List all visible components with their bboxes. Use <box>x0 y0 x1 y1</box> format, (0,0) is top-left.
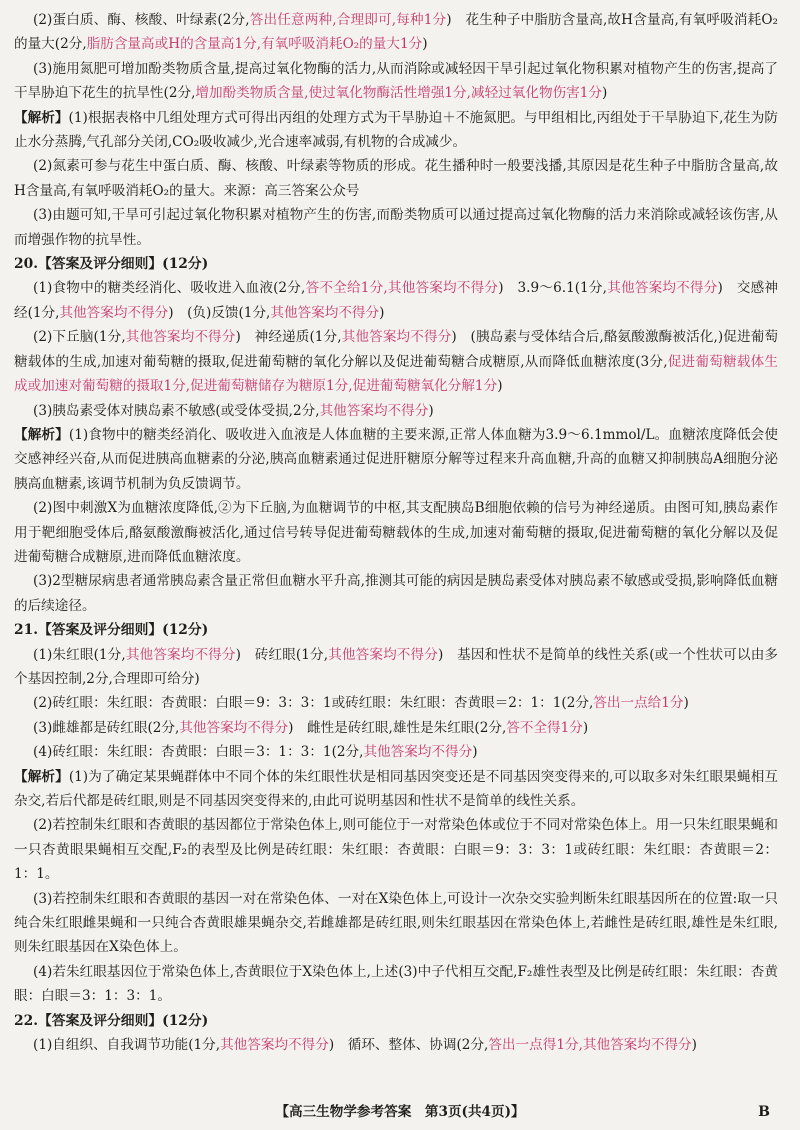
text: ) <box>472 744 478 761</box>
analysis-label: 【解析】 <box>14 768 69 785</box>
text: (1)朱红眼(1分, <box>33 646 126 663</box>
text: ) 雌性是砖红眼,雄性是朱红眼(2分, <box>288 719 507 736</box>
q21-title: 21.【答案及评分细则】(12分) <box>14 622 209 639</box>
grading-note: 答不全给1分,其他答案均不得分 <box>305 280 499 297</box>
text: ) <box>683 695 689 712</box>
grading-note: 其他答案均不得分 <box>363 744 473 761</box>
q21-answer-2 <box>14 691 778 715</box>
q21-analysis-2: (2)若控制朱红眼和杏黄眼的基因都位于常染色体上,则可能位于一对常染色体或位于不同对常染色体上。用一只朱红眼果蝇和一只杏黄眼果蝇相互交配,F₂的表型及比例是砖红眼：朱红眼：杏黄眼：白眼＝9：3：3：1或砖红眼：朱红眼：杏黄眼＝2：1：1。 <box>14 817 778 883</box>
q21-answer-4 <box>14 740 778 764</box>
q21-analysis-1 <box>14 765 778 814</box>
text: ) 神经递质(1分, <box>235 329 342 346</box>
text: (3)胰岛素受体对胰岛素不敏感(或受体受损,2分, <box>33 402 320 419</box>
text: (2)砖红眼：朱红眼：杏黄眼：白眼＝9：3：3：1或砖红眼：朱红眼：杏黄眼＝2：1：1(2分, <box>33 695 594 712</box>
text: ) <box>422 36 428 53</box>
text: (1)自组织、自我调节功能(1分, <box>33 1037 221 1054</box>
q19-analysis-3: (3)由题可知,干旱可引起过氧化物积累对植物产生的伤害,而酚类物质可以通过提高过氧化物酶的活力来消除或减轻该伤害,从而增强作物的抗旱性。 <box>14 207 778 248</box>
q20-analysis-2: (2)图中刺激X为血糖浓度降低,②为下丘脑,为血糖调节的中枢,其支配胰岛B细胞依赖的信号为神经递质。由图可知,胰岛素作用于靶细胞受体后,酪氨酸激酶被活化,通过信号转导促进葡萄糖载体的生成,加速对葡萄糖的摄取,促进葡萄糖的氧化分解以及促进葡萄糖合成糖原,进而降低血糖浓度。 <box>14 500 778 565</box>
text: ) <box>601 85 608 102</box>
grading-note: 其他答案均不得分 <box>125 329 236 346</box>
q21-analysis-3: (3)若控制朱红眼和杏黄眼的基因一对在常染色体、一对在X染色体上,可设计一次杂交实验判断朱红眼基因所在的位置:取一只纯合朱红眼雌果蝇和一只纯合杏黄眼雄果蝇杂交,若雌雄都是砖红眼,则朱红眼基因在常染色体上,若雌性是砖红眼,雄性是朱红眼,则朱红眼基因在X染色体上。 <box>14 890 778 956</box>
text: (3)雌雄都是砖红眼(2分, <box>33 719 180 736</box>
grading-note: 答出任意两种,合理即可,每种1分 <box>249 12 447 28</box>
text: ) <box>428 402 434 419</box>
q19-answer-3 <box>14 57 778 106</box>
text: ) 3.9～6.1(1分, <box>498 280 607 297</box>
text: (1)食物中的糖类经消化、吸收进入血液是人体血糖的主要来源,正常人体血糖为3.9～6.1mmol/L。血糖浓度降低会使交感神经兴奋,从而促进胰高血糖素的分泌,胰高血糖素通过促进肝糖原分解等过程来升高血糖,升高的血糖又抑制胰岛A细胞分泌胰高血糖素,该调节机制为负反馈调节。 <box>14 426 779 492</box>
text: ) <box>582 719 589 736</box>
q21-analysis-4: (4)若朱红眼基因位于常染色体上,杏黄眼位于X染色体上,上述(3)中子代相互交配,F₂雄性表型及比例是砖红眼：朱红眼：杏黄眼：白眼＝3：1：3：1。 <box>14 963 778 1005</box>
q19-answer-2 <box>14 8 778 57</box>
text: ) (负)反馈(1分, <box>168 304 271 321</box>
grading-note: 答出一点得1分,其他答案均不得分 <box>488 1037 692 1054</box>
text: (2)蛋白质、酶、核酸、叶绿素(2分, <box>33 12 250 28</box>
text: (1)食物中的糖类经消化、吸收进入血液(2分, <box>33 280 306 297</box>
grading-note: 其他答案均不得分 <box>270 304 380 321</box>
text: (1)为了确定某果蝇群体中不同个体的朱红眼性状是相同基因突变还是不同基因突变得来的,可以取多对朱红眼果蝇相互杂交,若后代都是砖红眼,则是不同基因突变得来的,由此可说明基因和性状不是简单的线性关系。 <box>14 768 779 809</box>
paper-version-mark: B <box>758 1104 770 1120</box>
q20-answer-2 <box>14 325 778 398</box>
q19-analysis-1 <box>14 106 778 155</box>
grading-note: 答出一点给1分 <box>593 695 684 712</box>
grading-note: 脂肪含量高或H的含量高1分,有氧呼吸消耗O₂的量大1分 <box>86 36 423 53</box>
analysis-label: 【解析】 <box>14 109 69 126</box>
q20-answer-1 <box>14 276 778 325</box>
analysis-label: 【解析】 <box>14 426 69 443</box>
grading-note: 其他答案均不得分 <box>607 280 718 297</box>
text: ) 交感神经(1分, <box>14 280 778 321</box>
text: (1)根据表格中几组处理方式可得出丙组的处理方式为干旱胁迫＋不施氮肥。与甲组相比,丙组处于干旱胁迫下,花生为防止水分蒸腾,气孔部分关闭,CO₂吸收减少,光合速率减弱,有机物的合成减少。 <box>14 109 778 151</box>
q20-title: 20.【答案及评分细则】(12分) <box>14 256 209 273</box>
grading-note: 其他答案均不得分 <box>220 1037 329 1054</box>
text: (4)砖红眼：朱红眼：杏黄眼：白眼＝3：1：3：1(2分, <box>33 744 364 761</box>
grading-note: 增加酚类物质含量,使过氧化物酶活性增强1分,减轻过氧化物伤害1分 <box>195 85 602 102</box>
text: ) 基因和性状不是简单的线性关系(或一个性状可以由多个基因控制,2分,合理即可给分) <box>14 646 779 687</box>
q21-answer-3 <box>14 716 778 740</box>
grading-note: 其他答案均不得分 <box>59 304 169 321</box>
grading-note: 其他答案均不得分 <box>179 719 289 736</box>
grading-note: 其他答案均不得分 <box>341 329 452 346</box>
q22-title: 22.【答案及评分细则】(12分) <box>14 1012 209 1029</box>
text: ) <box>691 1037 697 1054</box>
grading-note: 其他答案均不得分 <box>328 646 438 663</box>
grading-note: 其他答案均不得分 <box>125 646 236 663</box>
text: ) 砖红眼(1分, <box>235 646 329 663</box>
text: (2)下丘脑(1分, <box>33 329 126 346</box>
grading-note: 促进葡萄糖载体生成或加速对葡萄糖的摄取1分,促进葡萄糖储存为糖原1分,促进葡萄糖氧化分解1分 <box>14 353 779 395</box>
q20-analysis-1 <box>14 423 778 496</box>
text: ) 循环、整体、协调(2分, <box>328 1037 489 1054</box>
text: (3)施用氮肥可增加酚类物质含量,提高过氧化物酶的活力,从而消除或减轻因干旱引起过氧化物积累对植物产生的伤害,提高了干旱胁迫下花生的抗旱性(2分, <box>14 60 778 102</box>
q21-answer-1 <box>14 643 778 692</box>
grading-note: 答不全得1分 <box>506 719 583 736</box>
text: ) <box>379 304 385 321</box>
text: ) 花生种子中脂肪含量高,故H含量高,有氧呼吸消耗O₂的量大(2分, <box>14 12 778 53</box>
grading-note: 其他答案均不得分 <box>319 402 429 419</box>
q22-answer-1 <box>14 1033 778 1057</box>
text: ) <box>497 378 503 395</box>
q20-answer-3 <box>14 399 778 423</box>
q20-analysis-3: (3)2型糖尿病患者通常胰岛素含量正常但血糖水平升高,推测其可能的病因是胰岛素受体对胰岛素不敏感或受损,影响降低血糖的后续途径。 <box>14 573 778 614</box>
text: ) (胰岛素与受体结合后,酪氨酸激酶被活化,)促进葡萄糖载体的生成,加速对葡萄糖的摄取,促进葡萄糖的氧化分解以及促进葡萄糖合成糖原,从而降低血糖浓度(3分, <box>14 329 779 370</box>
q19-analysis-2: (2)氮素可参与花生中蛋白质、酶、核酸、叶绿素等物质的形成。花生播种时一般要浅播,其原因是花生种子中脂肪含量高,故H含量高,有氧呼吸消耗O₂的量大。来源：高三答案公众号 <box>14 158 778 199</box>
page-footer: 【高三生物学参考答案 第3页(共4页)】 <box>275 1104 525 1120</box>
